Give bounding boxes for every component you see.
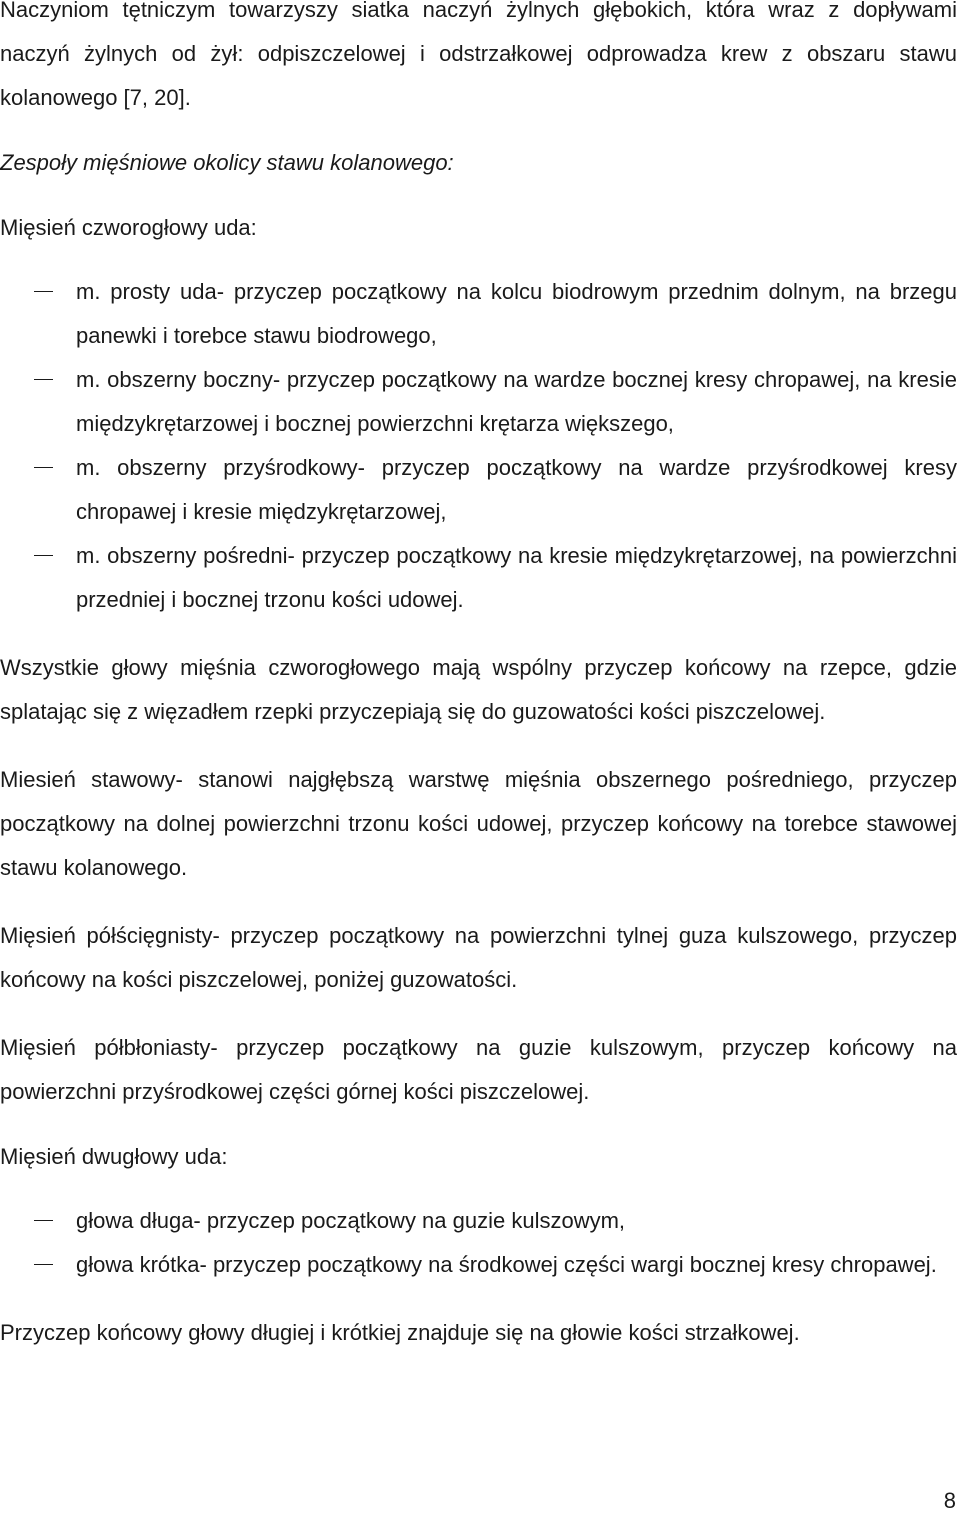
list-item bbox=[0, 1199, 957, 1243]
list-item-text: m. prosty uda- przyczep początkowy na kolcu biodrowym przednim dolnym, na brzegu panewki i torebce stawu biodrowego, bbox=[76, 279, 957, 348]
list-item bbox=[0, 534, 957, 622]
quadriceps-list bbox=[0, 270, 957, 622]
dash-bullet-icon bbox=[34, 291, 53, 292]
dash-bullet-icon bbox=[34, 467, 53, 468]
paragraph-veins: Naczyniom tętniczym towarzyszy siatka naczyń żylnych głębokich, która wraz z dopływami naczyń żylnych od żył: odpiszczelowej i odstrzałkowej odprowadza krew z obszaru stawu kolanowego [7, 20]. bbox=[0, 0, 957, 110]
paragraph-semimembranosus: Mięsień półbłoniasty- przyczep początkowy na guzie kulszowym, przyczep końcowy na powierzchni przyśrodkowej części górnej kości piszczelowej. bbox=[0, 1035, 957, 1104]
paragraph-articularis-genus: Miesień stawowy- stanowi najgłębszą warstwę mięśnia obszernego pośredniego, przyczep początkowy na dolnej powierzchni trzonu kości udowej, przyczep końcowy na torebce stawowej stawu kolanowego. bbox=[0, 767, 957, 880]
paragraph-quadriceps-insertion: Wszystkie głowy mięśnia czworogłowego mają wspólny przyczep końcowy na rzepce, gdzie splatając się z więzadłem rzepki przyczepiają się do guzowatości kości piszczelowej. bbox=[0, 655, 957, 724]
list-item bbox=[0, 358, 957, 446]
list-item bbox=[0, 446, 957, 534]
quadriceps-heading: Mięsień czworogłowy uda: bbox=[0, 215, 257, 240]
section-heading-muscles: Zespoły mięśniowe okolicy stawu kolanowego: bbox=[0, 150, 454, 175]
list-item-text: m. obszerny boczny- przyczep początkowy na wardze bocznej kresy chropawej, na kresie międzykrętarzowej i bocznej powierzchni krętarza większego, bbox=[76, 367, 957, 436]
list-item-text: głowa krótka- przyczep początkowy na środkowej części wargi bocznej kresy chropawej. bbox=[76, 1252, 937, 1277]
list-item bbox=[0, 270, 957, 358]
list-item-text: m. obszerny przyśrodkowy- przyczep początkowy na wardze przyśrodkowej kresy chropawej i kresie międzykrętarzowej, bbox=[76, 455, 957, 524]
paragraph-semitendinosus: Mięsień półścięgnisty- przyczep początkowy na powierzchni tylnej guza kulszowego, przyczep końcowy na kości piszczelowej, poniżej guzowatości. bbox=[0, 923, 957, 992]
paragraph-biceps-insertion: Przyczep końcowy głowy długiej i krótkiej znajduje się na głowie kości strzałkowej. bbox=[0, 1320, 800, 1345]
dash-bullet-icon bbox=[34, 555, 53, 556]
page-number: 8 bbox=[943, 1488, 956, 1513]
dash-bullet-icon bbox=[34, 1264, 53, 1265]
biceps-list bbox=[0, 1199, 957, 1287]
list-item bbox=[0, 1243, 957, 1287]
dash-bullet-icon bbox=[34, 1220, 53, 1221]
list-item-text: m. obszerny pośredni- przyczep początkowy na kresie międzykrętarzowej, na powierzchni przedniej i bocznej trzonu kości udowej. bbox=[76, 543, 957, 612]
dash-bullet-icon bbox=[34, 379, 53, 380]
list-item-text: głowa długa- przyczep początkowy na guzie kulszowym, bbox=[76, 1208, 626, 1233]
biceps-heading: Mięsień dwugłowy uda: bbox=[0, 1144, 228, 1169]
